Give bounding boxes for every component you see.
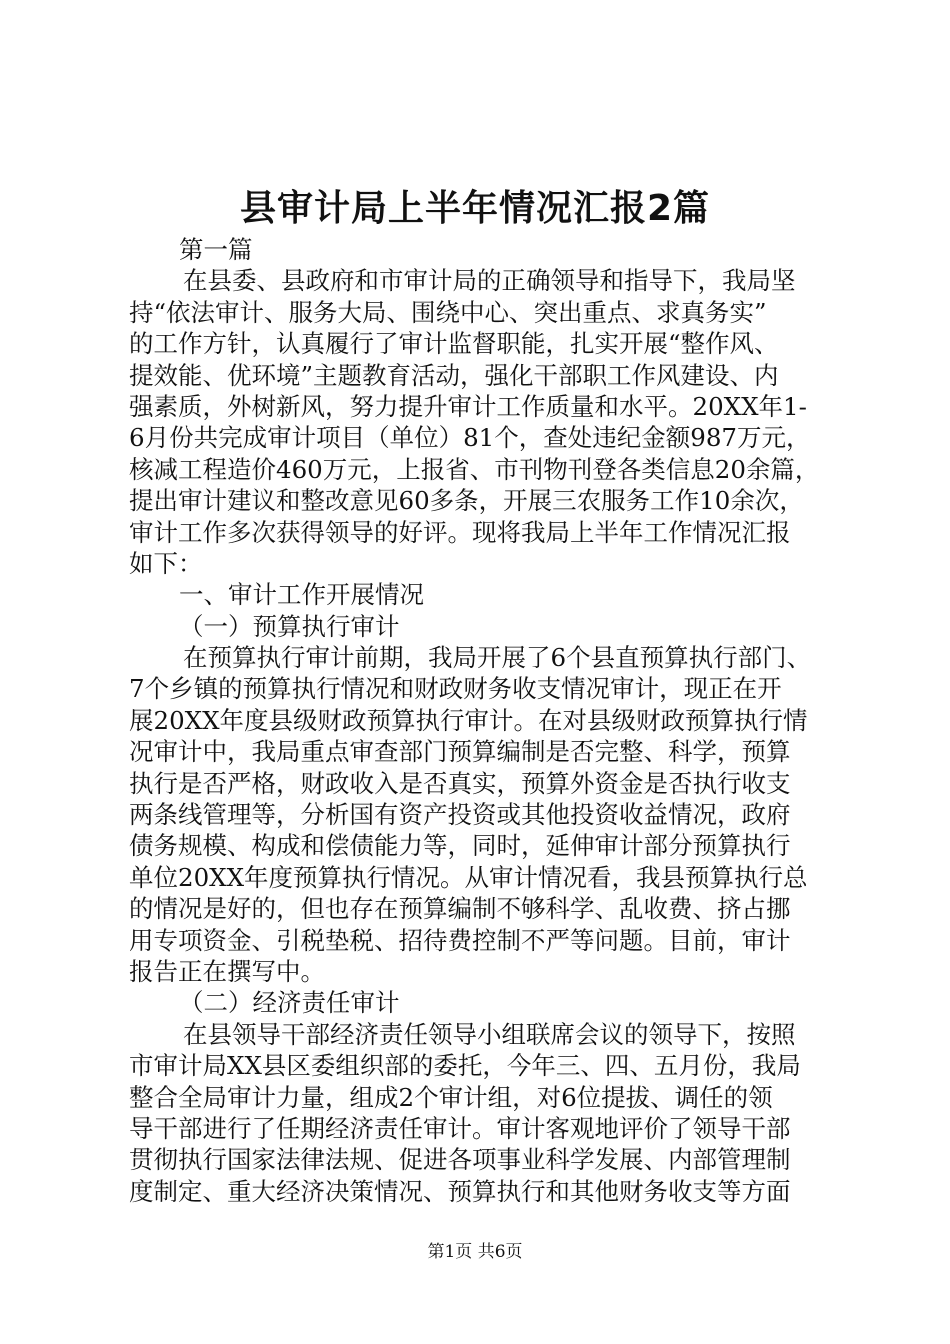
paragraph-line: 审计工作多次获得领导的好评。现将我局上半年工作情况汇报 [129, 517, 791, 547]
paragraph-line: 7个乡镇的预算执行情况和财政财务收支情况审计，现正在开 [129, 674, 782, 704]
paragraph-line: 在县领导干部经济责任领导小组联席会议的领导下，按照 [183, 1019, 796, 1049]
paragraph-line: 两条线管理等，分析国有资产投资或其他投资收益情况，政府 [129, 800, 791, 830]
section-heading: 一、审计工作开展情况 [179, 580, 424, 610]
paragraph-line: 在县委、县政府和市审计局的正确领导和指导下，我局坚 [183, 266, 796, 296]
paragraph-line: 提出审计建议和整改意见60多条，开展三农服务工作10余次， [129, 486, 804, 516]
paragraph-line: 在预算执行审计前期，我局开展了6个县直预算执行部门、 [183, 643, 812, 673]
paragraph-line: 提效能、优环境”主题教育活动，强化干部职工作风建设、内 [129, 360, 779, 390]
paragraph-line: 强素质，外树新风，努力提升审计工作质量和水平。20XX年1- [129, 391, 807, 421]
paragraph-line: 的情况是好的，但也存在预算编制不够科学、乱收费、挤占挪 [129, 894, 791, 924]
paragraph-line: 整合全局审计力量，组成2个审计组，对6位提拔、调任的领 [129, 1082, 773, 1112]
paragraph-line: 度制定、重大经济决策情况、预算执行和其他财务收支等方面 [129, 1176, 791, 1206]
paragraph-line: 6月份共完成审计项目（单位）81个，查处违纪金额987万元， [129, 423, 811, 453]
subsection-heading: （一）预算执行审计 [179, 611, 400, 641]
paragraph-line: 导干部进行了任期经济责任审计。审计客观地评价了领导干部 [129, 1113, 791, 1143]
paragraph-line: 持“依法审计、服务大局、围绕中心、突出重点、求真务实” [129, 297, 767, 327]
document-title: 县审计局上半年情况汇报2篇 [239, 188, 711, 229]
document-body [129, 234, 833, 1207]
paragraph-line: 核减工程造价460万元，上报省、市刊物刊登各类信息20余篇， [129, 454, 820, 484]
paragraph-line: 报告正在撰写中。 [129, 956, 325, 986]
paragraph-line: 市审计局XX县区委组织部的委托，今年三、四、五月份，我局 [129, 1051, 801, 1081]
subsection-heading: （二）经济责任审计 [179, 988, 400, 1018]
paragraph-line: 单位20XX年度预算执行情况。从审计情况看，我县预算执行总 [129, 862, 808, 892]
paragraph-line: 贯彻执行国家法律法规、促进各项事业科学发展、内部管理制 [129, 1145, 791, 1175]
paragraph-line: 况审计中，我局重点审查部门预算编制是否完整、科学，预算 [129, 737, 791, 767]
paragraph-line: 执行是否严格，财政收入是否真实，预算外资金是否执行收支 [129, 768, 791, 798]
paragraph-line: 的工作方针，认真履行了审计监督职能，扎实开展“整作风、 [129, 329, 779, 359]
section-heading: 第一篇 [179, 235, 253, 264]
paragraph-line: 债务规模、构成和偿债能力等，同时，延伸审计部分预算执行 [129, 831, 791, 861]
page-footer: 第1页 共6页 [427, 1242, 523, 1262]
paragraph-line: 如下： [129, 548, 203, 578]
paragraph-line: 用专项资金、引税垫税、招待费控制不严等问题。目前，审计 [129, 925, 791, 955]
paragraph-line: 展20XX年度县级财政预算执行审计。在对县级财政预算执行情 [129, 705, 808, 735]
